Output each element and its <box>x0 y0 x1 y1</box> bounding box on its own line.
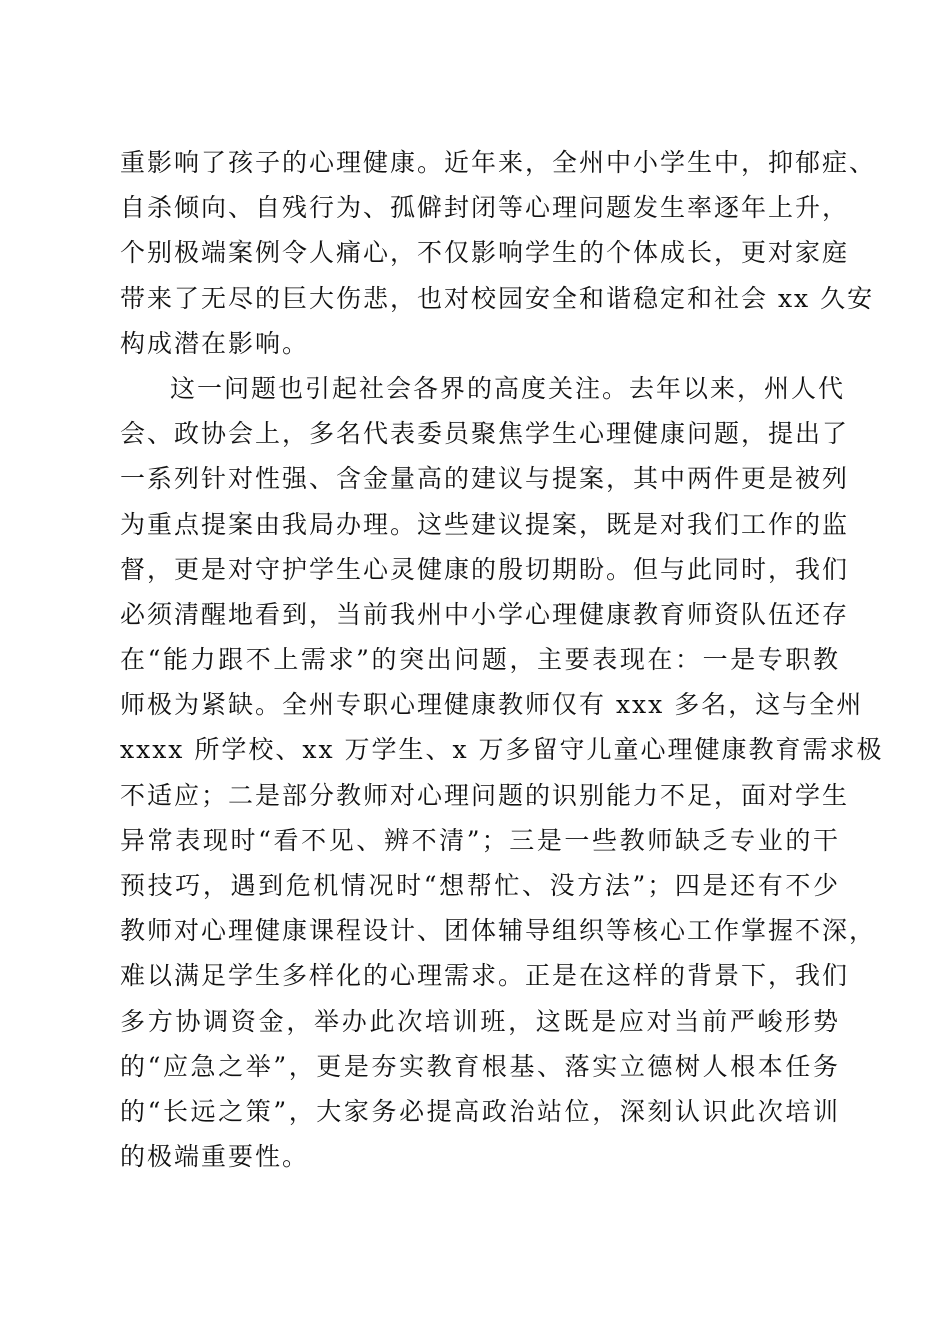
paragraph-line: 难以满足学生多样化的心理需求。正是在这样的背景下，我们 <box>120 961 850 991</box>
paragraph-2 <box>120 366 884 1179</box>
paragraph-line: 异常表现时“看不见、辨不清”；三是一些教师缺乏专业的干 <box>120 825 840 855</box>
paragraph-line: 教师对心理健康课程设计、团体辅导组织等核心工作掌握不深， <box>120 916 877 946</box>
paragraph-line: 不适应；二是部分教师对心理问题的识别能力不足，面对学生 <box>120 780 850 810</box>
paragraph-line: xxxx 所学校、xx 万学生、x 万多留守儿童心理健康教育需求极 <box>120 735 884 765</box>
paragraph-line: 在“能力跟不上需求”的突出问题，主要表现在：一是专职教 <box>120 645 840 675</box>
paragraph-line: 一系列针对性强、含金量高的建议与提案，其中两件更是被列 <box>120 464 850 494</box>
body-text <box>120 140 884 1179</box>
paragraph-line: 构成潜在影响。 <box>120 328 310 358</box>
paragraph-line: 重影响了孩子的心理健康。近年来，全州中小学生中，抑郁症、 <box>120 148 877 177</box>
paragraph-line: 的“应急之举”，更是夯实教育根基、落实立德树人根本任务 <box>120 1051 840 1081</box>
paragraph-line: 的极端重要性。 <box>120 1142 310 1172</box>
paragraph-line: 的“长远之策”，大家务必提高政治站位，深刻认识此次培训 <box>120 1096 840 1126</box>
paragraph-line: 会、政协会上，多名代表委员聚焦学生心理健康问题，提出了 <box>120 419 850 449</box>
paragraph-line: 师极为紧缺。全州专职心理健康教师仅有 xxx 多名，这与全州 <box>120 690 864 720</box>
paragraph-line: 带来了无尽的巨大伤悲，也对校园安全和谐稳定和社会 xx 久安 <box>120 283 875 313</box>
paragraph-line: 必须清醒地看到，当前我州中小学心理健康教育师资队伍还存 <box>120 599 850 629</box>
paragraph-line: 为重点提案由我局办理。这些建议提案，既是对我们工作的监 <box>120 509 850 539</box>
paragraph-1 <box>120 140 877 366</box>
paragraph-line: 个别极端案例令人痛心，不仅影响学生的个体成长，更对家庭 <box>120 238 850 268</box>
paragraph-line: 多方协调资金，举办此次培训班，这既是应对当前严峻形势 <box>120 1006 840 1036</box>
paragraph-line: 预技巧，遇到危机情况时“想帮忙、没方法”；四是还有不少 <box>120 871 840 900</box>
paragraph-line: 督，更是对守护学生心灵健康的殷切期盼。但与此同时，我们 <box>120 554 850 584</box>
paragraph-line: 这一问题也引起社会各界的高度关注。去年以来，州人代 <box>170 373 846 403</box>
paragraph-line: 自杀倾向、自残行为、孤僻封闭等心理问题发生率逐年上升， <box>120 193 850 223</box>
